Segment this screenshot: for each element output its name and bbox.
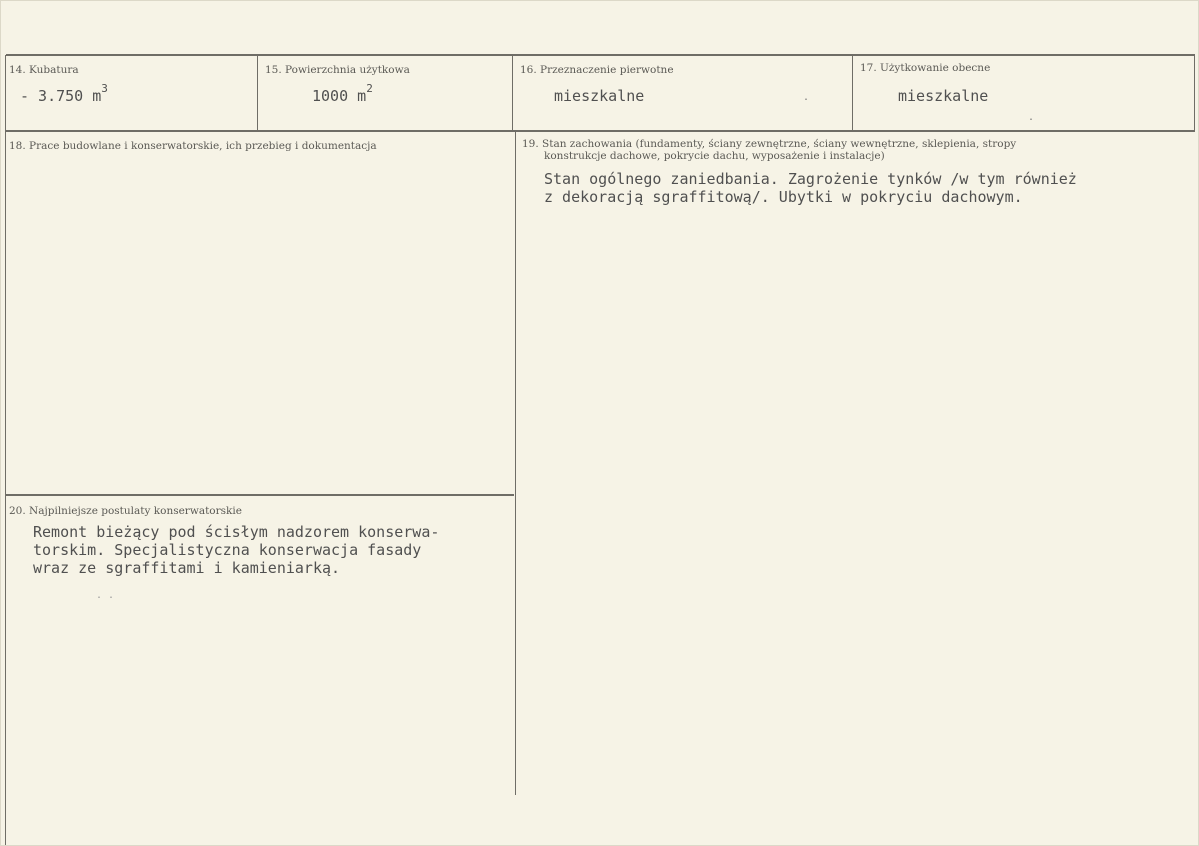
field-20-label: 20. Najpilniejsze postulaty konserwatorskie — [9, 505, 242, 517]
field-14-unit-exponent: 3 — [101, 82, 108, 95]
field-14-value — [20, 82, 108, 105]
field-16-label: 16. Przeznaczenie pierwotne — [520, 64, 674, 76]
field-19-value-line-1: Stan ogólnego zaniedbania. Zagrożenie tynków /w tym również — [544, 170, 1077, 188]
field-16-value: mieszkalne — [554, 87, 645, 105]
section20-top-rule — [6, 494, 514, 496]
field-20-value-line-2: torskim. Specjalistyczna konserwacja fasady — [33, 541, 422, 559]
field-15-value — [312, 82, 373, 105]
right-border — [1194, 55, 1195, 131]
stray-mark: . — [1028, 112, 1035, 123]
row1-bottom-rule — [6, 130, 1195, 132]
left-border — [5, 55, 6, 845]
divider-15-16 — [512, 55, 513, 131]
stray-mark: . . — [96, 590, 115, 601]
field-18-label: 18. Prace budowlane i konserwatorskie, ich przebieg i dokumentacja — [9, 140, 377, 152]
field-19-label-line-1: 19. Stan zachowania (fundamenty, ściany zewnętrzne, ściany wewnętrzne, sklepienia, stropy — [522, 138, 1017, 150]
field-15-unit-exponent: 2 — [366, 82, 373, 95]
divider-14-15 — [257, 55, 258, 131]
field-17-label: 17. Użytkowanie obecne — [860, 62, 991, 74]
field-14-label: 14. Kubatura — [9, 64, 79, 76]
top-rule — [6, 54, 1195, 56]
field-15-value-text: 1000 m — [312, 87, 367, 105]
field-19-value-line-2: z dekoracją sgraffitową/. Ubytki w pokryciu dachowym. — [544, 188, 1023, 206]
field-17-value: mieszkalne — [898, 87, 989, 105]
stray-mark: . — [803, 92, 810, 103]
field-20-value-line-3: wraz ze sgraffitami i kamieniarką. — [33, 559, 341, 577]
field-15-label: 15. Powierzchnia użytkowa — [265, 64, 410, 76]
field-14-value-text: - 3.750 m — [20, 87, 102, 105]
field-19-label-line-2: konstrukcje dachowe, pokrycie dachu, wyposażenie i instalacje) — [544, 150, 885, 162]
divider-16-17 — [852, 55, 853, 131]
divider-18-19 — [515, 131, 516, 795]
field-20-value-line-1: Remont bieżący pod ścisłym nadzorem konserwa- — [33, 523, 440, 541]
